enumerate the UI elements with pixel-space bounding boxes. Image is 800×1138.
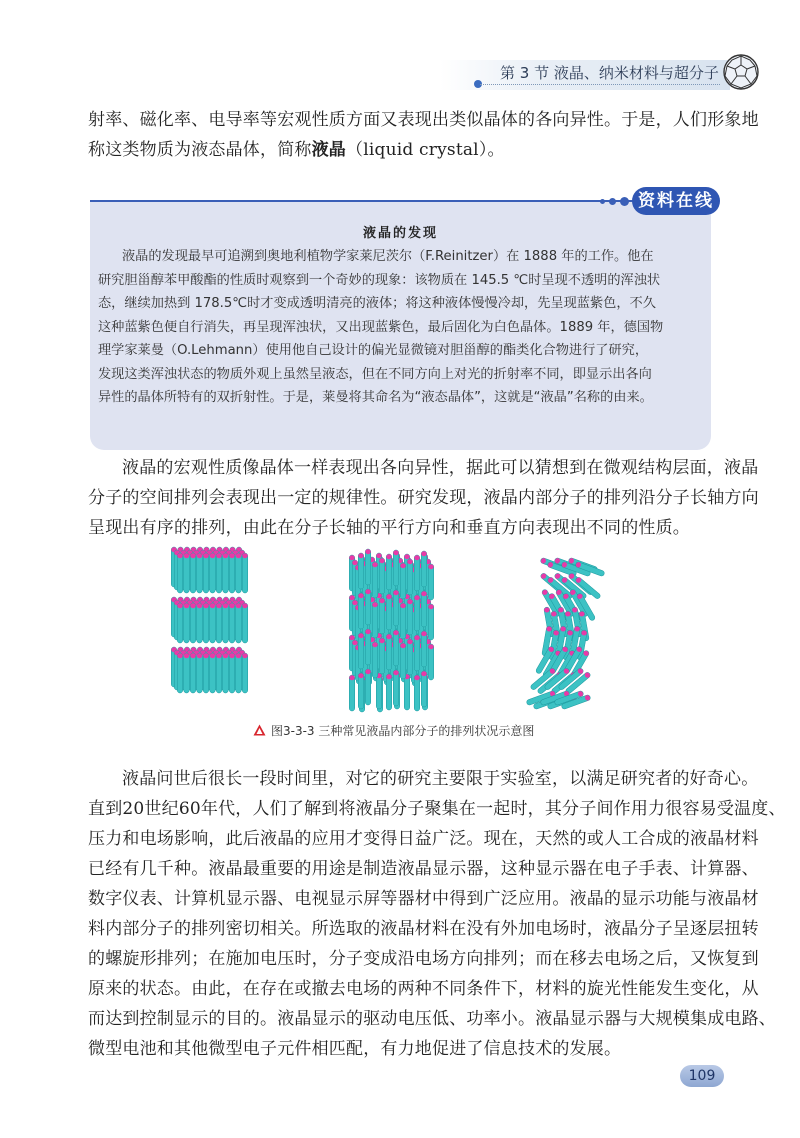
molecule-rod bbox=[229, 603, 235, 643]
text-line: 微型电池和其他微型电子元件相匹配，有力地促进了信息技术的发展。 bbox=[88, 1039, 622, 1059]
fullerene-icon bbox=[722, 52, 760, 92]
molecule-rod bbox=[421, 551, 427, 587]
molecule-rod bbox=[358, 593, 364, 629]
molecule-rod bbox=[400, 603, 406, 639]
term-liquid-crystal: 液晶 bbox=[311, 140, 347, 160]
info-line: 研究胆甾醇苯甲酸酯的性质时观察到一个奇妙的现象：该物质在 145.5 ℃时呈现不透明的浑浊状 bbox=[98, 272, 661, 288]
text-run: 称这类物质为液态晶体，简称 bbox=[88, 140, 312, 160]
text-line: 射率、磁化率、电导率等宏观性质方面又表现出类似晶体的各向异性。于是，人们形象地 bbox=[88, 110, 759, 130]
molecule-rod bbox=[184, 653, 190, 693]
info-line: 这种蓝紫色便自行消失，再呈现浑浊状，又出现蓝紫色，最后固化为白色晶体。1889 年，德国物 bbox=[98, 319, 664, 335]
molecule-rod bbox=[242, 603, 248, 643]
text-line: 分子的空间排列会表现出一定的规律性。研究发现，液晶内部分子的排列沿分子长轴方向 bbox=[88, 488, 759, 508]
text-line: 已经有几千种。液晶最重要的用途是制造液晶显示器，这种显示器在电子手表、计算器、 bbox=[88, 859, 759, 879]
text-line: 液晶问世后很长一段时间里，对它的研究主要限于实验室，以满足研究者的好奇心。 bbox=[122, 769, 759, 789]
text-line: 数字仪表、计算机显示器、电视显示屏等器材中得到广泛应用。液晶的显示功能与液晶材 bbox=[88, 889, 759, 909]
text-line: 料内部分子的排列密切相关。所选取的液晶材料在没有外加电场时，液晶分子呈逐层扭转 bbox=[88, 919, 759, 939]
molecule-rod bbox=[400, 643, 406, 679]
smectic-illustration bbox=[171, 547, 248, 693]
molecule-rod bbox=[216, 603, 222, 643]
molecule-rod bbox=[197, 603, 203, 643]
molecule-rod bbox=[229, 553, 235, 593]
molecule-rod bbox=[177, 653, 183, 693]
molecule-rod bbox=[236, 603, 242, 643]
molecule-rod bbox=[393, 630, 399, 666]
text-line: 的螺旋形排列；在施加电压时，分子变成沿电场方向排列；而在移去电场之后，又恢复到 bbox=[88, 949, 759, 969]
molecule-rod bbox=[372, 642, 378, 678]
molecule-rod bbox=[349, 675, 355, 711]
text-line: 液晶的宏观性质像晶体一样表现出各向异性，据此可以猜想到在微观结构层面，液晶 bbox=[122, 458, 759, 478]
molecule-rod bbox=[216, 653, 222, 693]
section-title: 第 3 节 液晶、纳米材料与超分子 bbox=[500, 64, 719, 82]
text-line: 压力和电场影响，此后液晶的应用才变得日益广泛。现在，天然的或人工合成的液晶材料 bbox=[88, 829, 759, 849]
molecule-rod bbox=[365, 629, 371, 665]
molecule-rod bbox=[407, 559, 413, 595]
info-line: 液晶的发现最早可追溯到奥地利植物学家莱尼茨尔（F.Reinitzer）在 1888 年的工作。他在 bbox=[122, 249, 654, 264]
molecule-rod bbox=[210, 553, 216, 593]
molecule-rod bbox=[407, 639, 413, 675]
molecule-rod bbox=[223, 603, 229, 643]
molecule-rod bbox=[386, 674, 392, 710]
header-rule bbox=[480, 84, 720, 85]
molecule-rod bbox=[197, 653, 203, 693]
molecule-rod bbox=[379, 598, 385, 634]
text-line: 而达到控制显示的目的。液晶显示的驱动电压低、功率小。液晶显示器与大规模集成电路、 bbox=[88, 1009, 776, 1029]
liquid-crystal-figure bbox=[160, 545, 630, 720]
info-line: 态，继续加热到 178.5℃时才变成透明清亮的液体；将这种液体慢慢冷却，先呈现蓝紫色，不久 bbox=[98, 296, 656, 311]
molecule-rod bbox=[358, 553, 364, 589]
text-line: 原来的状态。由此，在存在或撤去电场的两种不同条件下，材料的旋光性能发生变化，从 bbox=[88, 979, 759, 999]
info-line: 理学家莱曼（O.Lehmann）使用他自己设计的偏光显微镜对胆甾醇的酯类化合物进行了研究， bbox=[98, 343, 649, 358]
molecule-rod bbox=[203, 553, 209, 593]
molecule-rod bbox=[393, 550, 399, 586]
molecule-rod bbox=[421, 671, 427, 707]
molecule-rod bbox=[216, 553, 222, 593]
molecule-rod bbox=[407, 599, 413, 635]
molecule-rod bbox=[400, 563, 406, 599]
molecule-rod bbox=[223, 553, 229, 593]
paragraph-1 bbox=[88, 105, 759, 165]
molecule-rod bbox=[365, 549, 371, 585]
molecule-rod bbox=[376, 673, 382, 709]
info-title: 液晶的发现 bbox=[362, 226, 438, 241]
molecule-rod bbox=[358, 673, 364, 709]
molecule-rod bbox=[428, 604, 434, 640]
molecule-rod bbox=[210, 603, 216, 643]
molecule-rod bbox=[203, 603, 209, 643]
info-line: 异性的晶体所特有的双折射性。于是，莱曼将其命名为“液态晶体”，这就是“液晶”名称的由来。 bbox=[98, 390, 653, 405]
molecule-rod bbox=[421, 631, 427, 667]
molecule-rod bbox=[236, 553, 242, 593]
molecule-rod bbox=[379, 638, 385, 674]
text-run: （liquid crystal）。 bbox=[346, 140, 505, 160]
molecule-rod bbox=[242, 653, 248, 693]
molecule-rod bbox=[404, 674, 410, 710]
page-header bbox=[0, 0, 800, 92]
molecule-rod bbox=[414, 595, 420, 631]
caption-text: 图3-3-3 三种常见液晶内部分子的排列状况示意图 bbox=[271, 724, 535, 738]
molecule-rod bbox=[190, 553, 196, 593]
tag-dots bbox=[600, 194, 636, 208]
cholesteric-illustration bbox=[526, 557, 605, 709]
info-tag: 资料在线 bbox=[632, 187, 720, 215]
molecule-rod bbox=[365, 669, 371, 705]
molecule-rod bbox=[379, 558, 385, 594]
info-line: 发现这类浑浊状态的物质外观上虽然呈液态，但在不同方向上对光的折射率不同，即显示出各向 bbox=[98, 366, 652, 382]
paragraph-2 bbox=[88, 453, 759, 543]
nematic-illustration bbox=[349, 549, 434, 712]
molecule-rod bbox=[197, 553, 203, 593]
molecule-rod bbox=[184, 553, 190, 593]
molecule-rod bbox=[386, 554, 392, 590]
molecule-rod bbox=[184, 603, 190, 643]
molecule-rod bbox=[428, 564, 434, 600]
molecule-rod bbox=[229, 653, 235, 693]
info-body bbox=[98, 245, 663, 410]
molecule-rod bbox=[393, 670, 399, 706]
paragraph-3 bbox=[88, 764, 786, 1064]
molecule-rod bbox=[372, 602, 378, 638]
molecule-rod bbox=[190, 653, 196, 693]
text-line: 直到20世纪60年代，人们了解到将液晶分子聚集在一起时，其分子间作用力很容易受温度、 bbox=[88, 799, 786, 819]
molecule-rod bbox=[210, 653, 216, 693]
molecule-rod bbox=[223, 653, 229, 693]
molecule-rod bbox=[428, 644, 434, 680]
molecule-rod bbox=[414, 635, 420, 671]
molecule-rod bbox=[372, 562, 378, 598]
molecule-rod bbox=[177, 603, 183, 643]
molecule-rod bbox=[358, 633, 364, 669]
molecule-rod bbox=[386, 634, 392, 670]
molecule-rod bbox=[242, 553, 248, 593]
figure-caption bbox=[253, 722, 534, 739]
molecule-rod bbox=[414, 675, 420, 711]
molecule-rod bbox=[386, 594, 392, 630]
text-line: 呈现出有序的排列，由此在分子长轴的平行方向和垂直方向表现出不同的性质。 bbox=[88, 518, 690, 538]
molecule-rod bbox=[414, 555, 420, 591]
molecule-rod bbox=[177, 553, 183, 593]
text-line bbox=[88, 135, 759, 165]
molecule-rod bbox=[236, 653, 242, 693]
molecule-rod bbox=[365, 589, 371, 625]
molecule-rod bbox=[421, 591, 427, 627]
molecule-rod bbox=[393, 590, 399, 626]
molecule-rod bbox=[203, 653, 209, 693]
molecule-rod bbox=[190, 603, 196, 643]
page-number: 109 bbox=[680, 1065, 724, 1087]
